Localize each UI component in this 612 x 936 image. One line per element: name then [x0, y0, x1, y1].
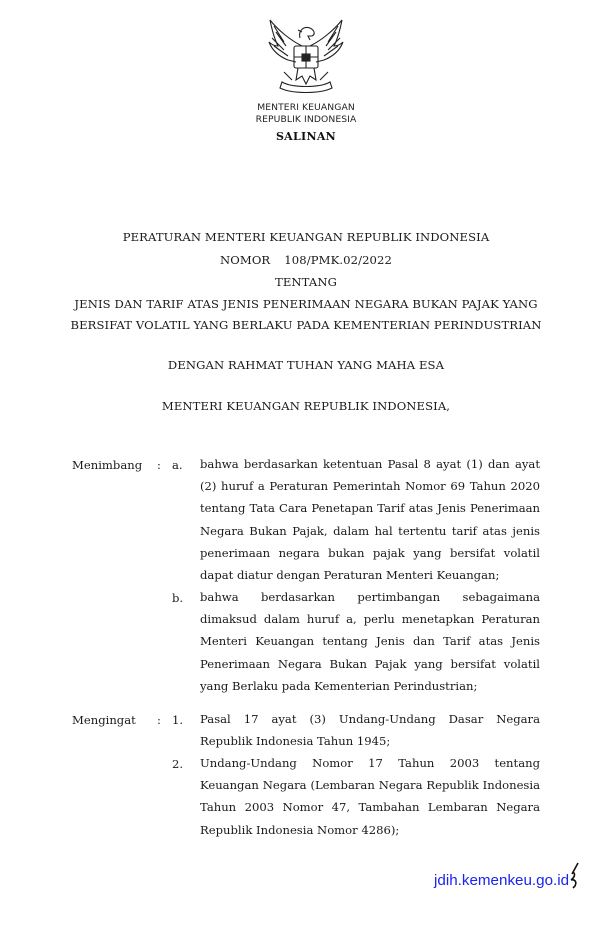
- item-marker-b: b.: [172, 591, 184, 605]
- number-value: 108/PMK.02/2022: [284, 253, 392, 267]
- copy-label: SALINAN: [275, 130, 337, 143]
- item-text-1: Pasal 17 ayat (3) Undang-Undang Dasar Negara Republik Indonesia Tahun 1945;: [200, 712, 540, 749]
- item-marker-a: a.: [172, 458, 183, 472]
- regulation-title: PERATURAN MENTERI KEUANGAN REPUBLIK INDONESIA: [122, 230, 490, 244]
- section-label: Mengingat: [72, 713, 136, 727]
- subject-line-2: BERSIFAT VOLATIL YANG BERLAKU PADA KEMENTERIAN PERINDUSTRIAN: [70, 318, 542, 332]
- about-label: TENTANG: [275, 275, 337, 289]
- invocation: DENGAN RAHMAT TUHAN YANG MAHA ESA: [167, 358, 445, 372]
- garuda-emblem-icon: [262, 16, 350, 98]
- regulation-number: [0, 253, 612, 267]
- item-text-b: bahwa berdasarkan pertimbangan sebagaimana dimaksud dalam huruf a, perlu menetapkan Peraturan Menteri Keuangan tentang Jenis dan Tarif atas Jenis Penerimaan Negara Bukan Pajak yang bersifat volatil yang Berlaku pada Kementerian Perindustrian;: [200, 590, 540, 693]
- item-marker-2: 2.: [172, 757, 184, 771]
- paraf-signature-icon: [568, 862, 582, 890]
- ministry-heading: [250, 102, 362, 125]
- ministry-line-1: MENTERI KEUANGAN: [257, 102, 355, 113]
- item-marker-1: 1.: [172, 713, 184, 727]
- item-text-2: Undang-Undang Nomor 17 Tahun 2003 tentang Keuangan Negara (Lembaran Negara Republik Indonesia Tahun 2003 Nomor 47, Tambahan Lembaran Negara Republik Indonesia Nomor 4286);: [200, 756, 540, 837]
- item-text-a: bahwa berdasarkan ketentuan Pasal 8 ayat (1) dan ayat (2) huruf a Peraturan Pemerintah Nomor 69 Tahun 2020 tentang Tata Cara Penetapan Tarif atas Jenis Penerimaan Negara Bukan Pajak, dalam hal tertentu tarif atas jenis penerimaan negara bukan pajak yang bersifat volatil dapat diatur dengan Peraturan Menteri Keuangan;: [200, 457, 540, 583]
- section-colon: :: [157, 713, 161, 727]
- number-label: NOMOR: [220, 253, 271, 267]
- section-label: Menimbang: [72, 458, 143, 472]
- jdih-link[interactable]: jdih.kemenkeu.go.id: [434, 872, 570, 889]
- issuer: MENTERI KEUANGAN REPUBLIK INDONESIA,: [161, 399, 451, 413]
- ministry-line-2: REPUBLIK INDONESIA: [255, 113, 357, 125]
- section-colon: :: [157, 458, 161, 472]
- subject-line-1: JENIS DAN TARIF ATAS JENIS PENERIMAAN NEGARA BUKAN PAJAK YANG: [74, 297, 538, 311]
